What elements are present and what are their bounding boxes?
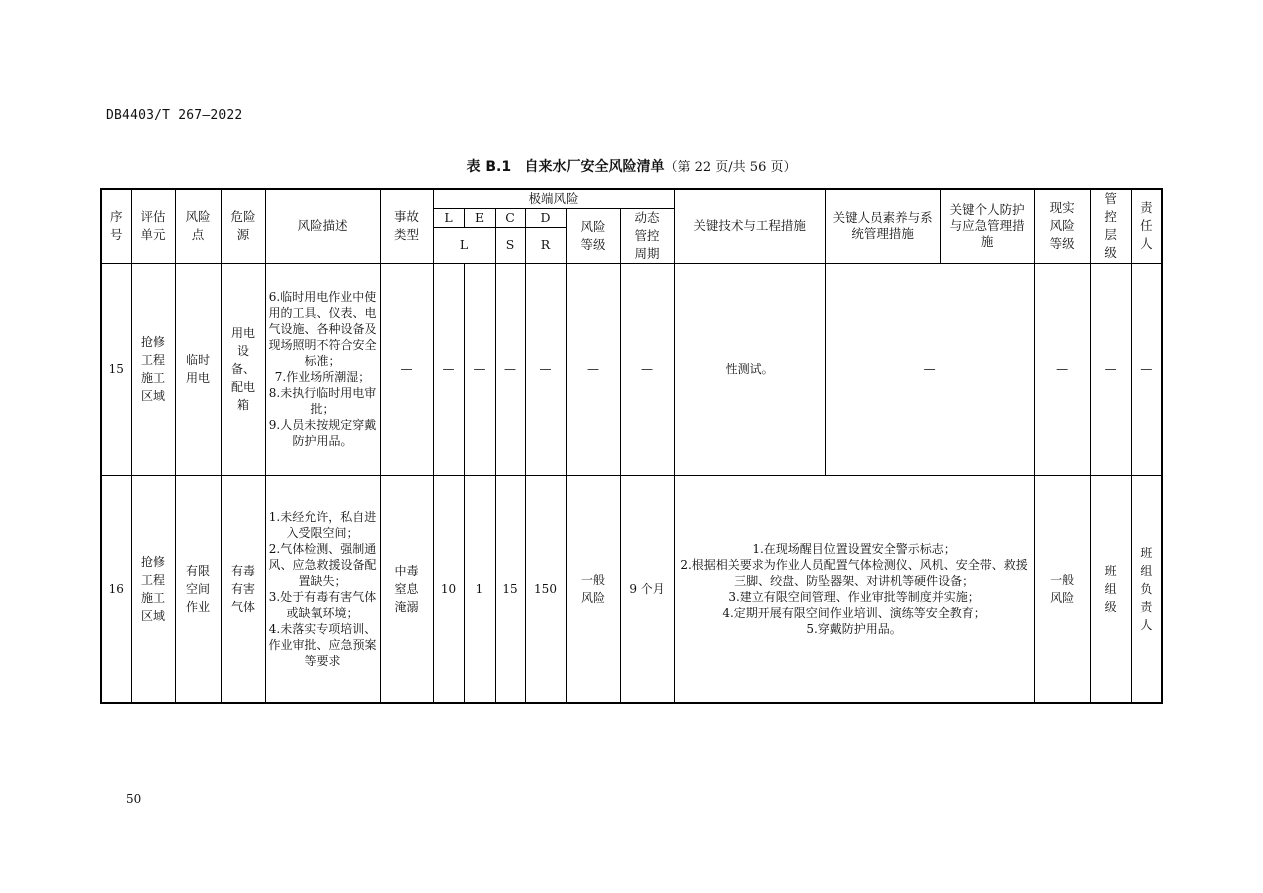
row-current: —	[1034, 263, 1090, 475]
row-measures: 1.在现场醒目位置设置安全警示标志； 2.根据相关要求为作业人员配置气体检测仪、风机、安全带、救援三脚、绞盘、防坠器架、对讲机等硬件设备； 3.建立有限空间管理、作业审批等制度并实施； 4.定期开展有限空间作业培训、演练等安全教育； 5.穿戴防护用品。	[674, 475, 1034, 703]
row-D: 150	[525, 475, 566, 703]
row-seq: 15	[101, 263, 131, 475]
row-unit: 抢修工程施工区域	[131, 263, 175, 475]
header-L2: L	[433, 227, 495, 263]
row-accident: 中毒窒息淹溺	[380, 475, 433, 703]
row-ctrl-level: —	[1090, 263, 1131, 475]
header-unit: 评估单元	[131, 189, 175, 263]
page-number: 50	[126, 792, 142, 806]
header-description: 风险描述	[265, 189, 380, 263]
header-E: E	[464, 208, 495, 227]
table-row	[101, 263, 1162, 475]
row-owner: 班组负责人	[1131, 475, 1162, 703]
row-personnel: —	[825, 263, 1034, 475]
row-level: 一般风险	[566, 475, 620, 703]
header-level: 风险等级	[566, 208, 620, 263]
header-seq: 序号	[101, 189, 131, 263]
header-accident: 事故类型	[380, 189, 433, 263]
row-point: 有限空间作业	[175, 475, 221, 703]
table-page-count: （第 22 页/共 56 页）	[664, 160, 797, 175]
table-header	[101, 189, 1162, 263]
risk-table	[100, 188, 1163, 704]
row-current: 一般风险	[1034, 475, 1090, 703]
row-accident: —	[380, 263, 433, 475]
row-source: 用电设备、配电箱	[221, 263, 265, 475]
table-label: 表 B.1	[466, 159, 512, 175]
header-extreme-risk: 极端风险	[433, 189, 674, 208]
row-L: —	[433, 263, 464, 475]
row-E: 1	[464, 475, 495, 703]
header-tech: 关键技术与工程措施	[674, 189, 825, 263]
header-source: 危险源	[221, 189, 265, 263]
row-C: —	[495, 263, 525, 475]
row-L: 10	[433, 475, 464, 703]
header-point: 风险点	[175, 189, 221, 263]
document-code: DB4403/T 267—2022	[106, 108, 243, 123]
row-ctrl-level: 班组级	[1090, 475, 1131, 703]
row-level: —	[566, 263, 620, 475]
header-L: L	[433, 208, 464, 227]
header-cycle: 动态管控周期	[620, 208, 674, 263]
row-description: 6.临时用电作业中使用的工具、仪表、电气设施、各种设备及现场照明不符合安全标准； 7.作业场所潮湿； 8.未执行临时用电审批； 9.人员未按规定穿戴防护用品。	[265, 263, 380, 475]
header-S: S	[495, 227, 525, 263]
header-personnel: 关键人员素养与系统管理措施	[825, 189, 940, 263]
row-tech: 性测试。	[674, 263, 825, 475]
row-cycle: —	[620, 263, 674, 475]
row-E: —	[464, 263, 495, 475]
row-cycle: 9 个月	[620, 475, 674, 703]
row-owner: —	[1131, 263, 1162, 475]
header-protect: 关键个人防护与应急管理措施	[940, 189, 1034, 263]
row-source: 有毒有害气体	[221, 475, 265, 703]
header-current: 现实风险等级	[1034, 189, 1090, 263]
header-C: C	[495, 208, 525, 227]
row-point: 临时用电	[175, 263, 221, 475]
row-description: 1.未经允许，私自进入受限空间； 2.气体检测、强制通风、应急救援设备配置缺失； 3.处于有毒有害气体或缺氧环境； 4.未落实专项培训、作业审批、应急预案等要求	[265, 475, 380, 703]
header-owner: 责任人	[1131, 189, 1162, 263]
row-C: 15	[495, 475, 525, 703]
table-title	[0, 156, 1263, 176]
header-ctrl-level: 管控层级	[1090, 189, 1131, 263]
table-name: 自来水厂安全风险清单	[524, 159, 665, 175]
row-unit: 抢修工程施工区域	[131, 475, 175, 703]
header-R: R	[525, 227, 566, 263]
row-seq: 16	[101, 475, 131, 703]
table-row	[101, 475, 1162, 703]
header-D: D	[525, 208, 566, 227]
row-D: —	[525, 263, 566, 475]
